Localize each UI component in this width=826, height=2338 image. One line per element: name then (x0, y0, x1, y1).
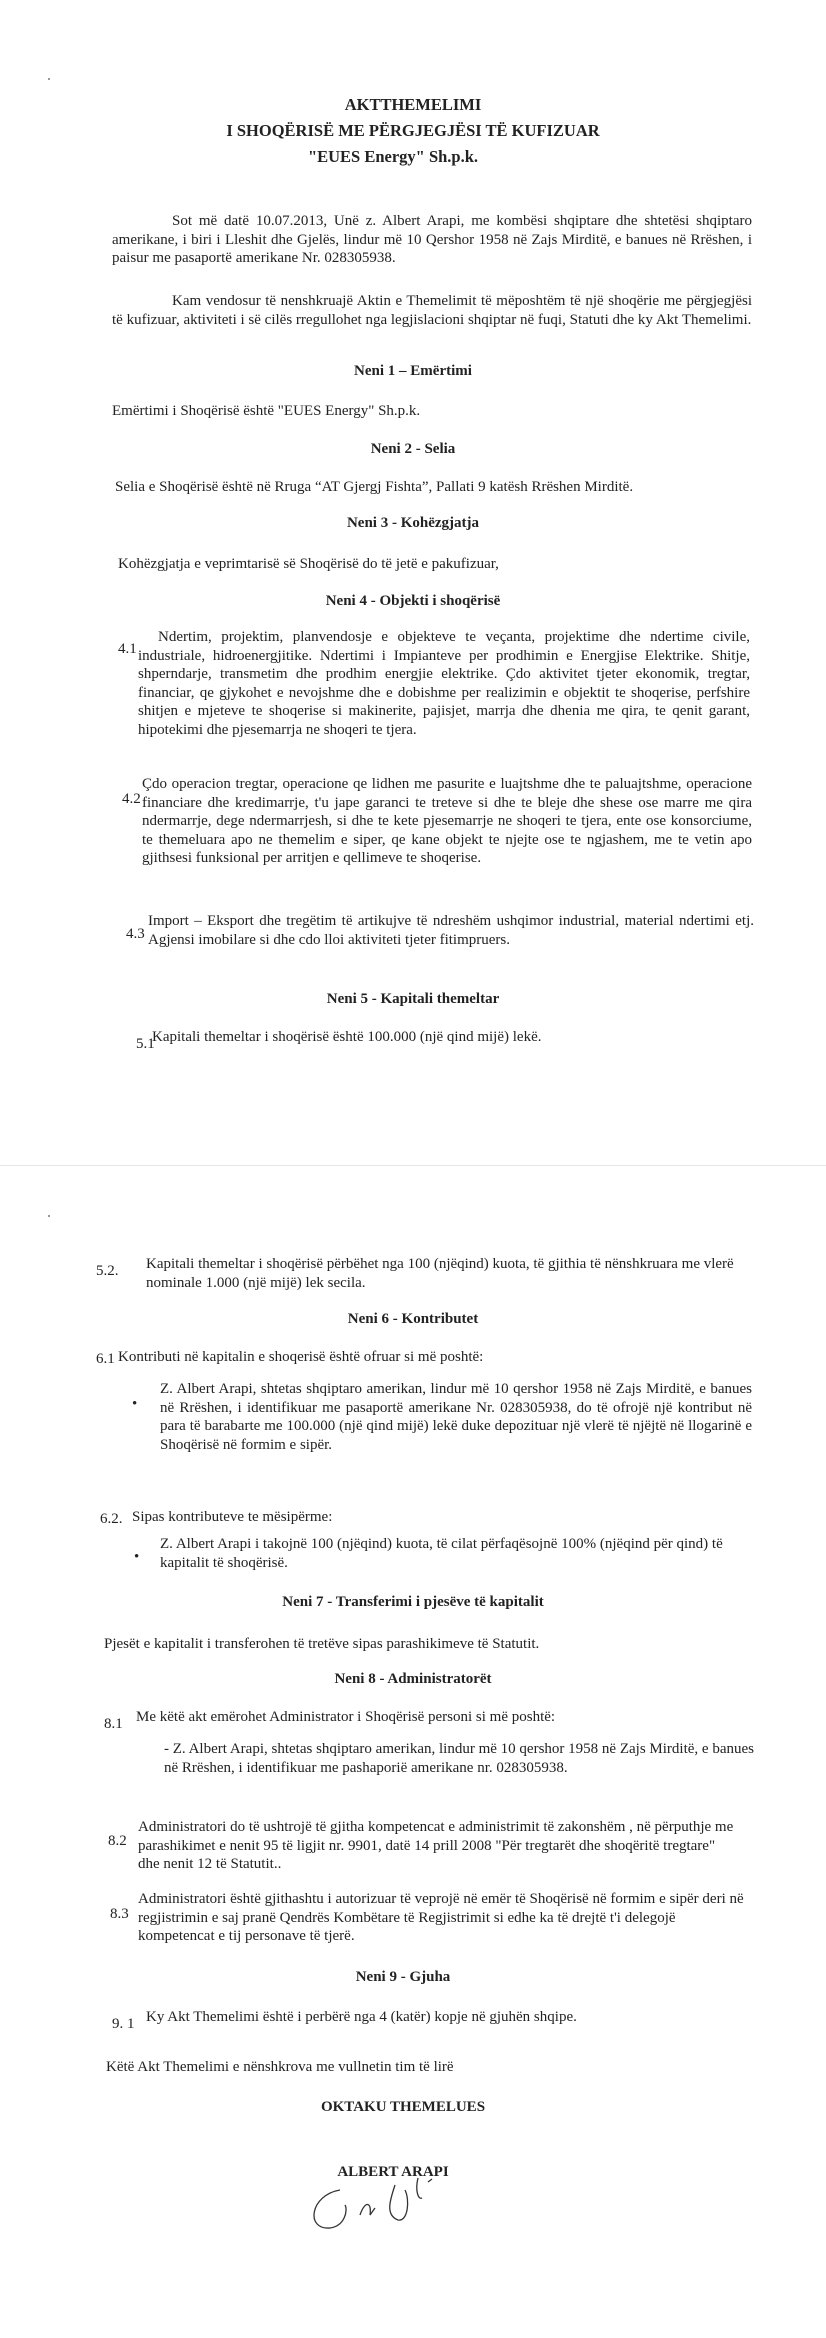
clause-8-1: Me këtë akt emërohet Administrator i Shoqërisë personi si më poshtë: (136, 1709, 556, 1725)
clause-8-1-sub: - Z. Albert Arapi, shtetas shqiptaro amerikan, lindur më 10 qershor 1958 në Zajs Mirditë, e banues në Rrëshen, i identifikuar me pashaporië amerikane nr. 028305938. (164, 1741, 754, 1776)
clause-number: 5.2. (96, 1263, 119, 1279)
clause-6-2: Sipas kontributeve te mësipërme: (132, 1509, 333, 1525)
clause-4-1 (138, 628, 750, 739)
doc-subtitle: I SHOQËRISË ME PËRGJEGJËSI TË KUFIZUAR (226, 121, 600, 140)
clause-6-1: Kontributi në kapitalin e shoqerisë është ofruar si më poshtë: (118, 1349, 484, 1365)
clause-8-3: Administratori është gjithashtu i autorizuar të veprojë në emër të Shoqërisë në formim e sipër deri në regjistrimin e saj pranë Qendrës Kombëtare të Regjistrimit si edhe ka të drejtë t'i delegojë kompetencat e tij personave të tjerë. (138, 1891, 744, 1944)
clause-number: 9. 1 (112, 2016, 135, 2032)
page-break (0, 1165, 826, 1166)
clause-number: 8.2 (108, 1833, 127, 1849)
founder-name: ALBERT ARAPI (337, 2164, 449, 2180)
article-1-heading: Neni 1 – Emërtimi (354, 363, 472, 379)
clause-number: 6.2. (100, 1511, 123, 1527)
clause-number: 8.3 (110, 1906, 129, 1922)
clause-number: 4.3 (126, 926, 145, 942)
intro-paragraph: Sot më datë 10.07.2013, Unë z. Albert Arapi, me kombësi shqiptare dhe shtetësi shqiptaro amerikane, i biri i Lleshit dhe Gjelës, lindur më 10 Qershor 1958 në Zajs Mirditë, e banues në Rrëshen, i paisur me pasaportë amerikane Nr. 028305938. (112, 213, 752, 266)
clause-number: 4.2 (122, 791, 141, 807)
clause-5-2: Kapitali themeltar i shoqërisë përbëhet nga 100 (njëqind) kuota, të gjithia të nënshkruara me vlerë nominale 1.000 (një mijë) lek secila. (146, 1256, 734, 1291)
clause-5-1: Kapitali themeltar i shoqërisë është 100.000 (një qind mijë) lekë. (152, 1029, 542, 1045)
article-8-heading: Neni 8 - Administratorët (334, 1671, 492, 1687)
clause-number: 6.1 (96, 1351, 115, 1367)
clause-6-1-bullet: Z. Albert Arapi, shtetas shqiptaro amerikan, lindur më 10 qershor 1958 në Zajs Mirditë, e banues në Rrëshen, i identifikuar me pasaportë amerikane Nr. 028305938, do të ofrojë një kontribut në para të barabarte me 100.000 (një qind mijë) lekë duke depozituar një vlerë të njëjtë në llogarinë e Shoqërisë në formim e sipër. (160, 1381, 752, 1453)
clause-number: 8.1 (104, 1716, 123, 1732)
article-7-text: Pjesët e kapitalit i transferohen të tretëve sipas parashikimeve të Statutit. (104, 1636, 540, 1652)
signature-icon (300, 2170, 500, 2240)
article-3-text: Kohëzgjatja e veprimtarisë së Shoqërisë do të jetë e pakufizuar, (118, 556, 499, 572)
company-name: "EUES Energy" Sh.p.k. (307, 147, 479, 166)
clause-4-3: Import – Eksport dhe tregëtim të artikujve të ndreshëm ushqimor industrial, material ndertimi etj. Agjensi imobilare si dhe cdo lloi aktiviteti tjeter fitimpruers. (148, 913, 754, 948)
founder-label: OKTAKU THEMELUES (320, 2099, 486, 2115)
intro-paragraph-2: Kam vendosur të nenshkruajë Aktin e Themelimit të mëposhtëm të një shoqërie me përgjegjësi të kufizuar, aktiviteti i së cilës rregullohet nga legjislacioni shqiptar në fuqi, Statuti dhe ky Akt Themelimi. (112, 293, 752, 328)
closing-statement: Këtë Akt Themelimi e nënshkrova me vullnetin tim të lirë (106, 2059, 454, 2075)
article-6-heading: Neni 6 - Kontributet (347, 1311, 479, 1327)
clause-8-2: Administratori do të ushtrojë të gjitha kompetencat e administrimit të zakonshëm , në përputhje me parashikimet e nenit 95 të ligjit nr. 9901, datë 14 prill 2008 "Për tregtarët dhe shoqëritë tregtare" dhe nenit 12 të Statutit.. (138, 1819, 734, 1872)
clause-4-2: Çdo operacion tregtar, operacione qe lidhen me pasurite e luajtshme dhe te paluajtshme, operacione financiare dhe kredimarrje, t'u jape garanci te treteve si dhe te bleje dhe shese ose marre me qira ndermarrje, dege ndermarrjesh, si dhe te kete pjesemarrje ne shoqeri te tjera, ente ose konsorciume, te themeluara apo ne themelim e siper, qe kane objekt te njejte ose te ngjashem, me te vetin apo gjithsesi funksional per arritjen e qellimeve te shoqerise. (142, 776, 752, 866)
article-1-text: Emërtimi i Shoqërisë është "EUES Energy" Sh.p.k. (112, 403, 421, 419)
clause-text: Ndertim, projektim, planvendosje e objekteve te veçanta, projektime dhe ndertime civile, industriale, hidroenergjitike. Ndertimi i Impianteve per prodhimin e Energjise Elektrike. Shitje, shperndarje, transmetim dhe prodhim energjie elektrike. Çdo aktivitet tjeter ekonomik, tregtar, financiar, qe gjykohet e nevojshme dhe e dobishme per realizimin e objektit te shoqerise, perfshire shitjen e mjeteve te shoqerise si makinerite, pajisjet, marrja dhe dhenia me qira, te qenit garant, hipotekimi dhe pjesemarrja ne shoqeri te tjera. (138, 629, 750, 738)
article-5-heading: Neni 5 - Kapitali themeltar (326, 991, 500, 1007)
clause-number: 4.1 (118, 641, 137, 657)
article-3-heading: Neni 3 - Kohëzgjatja (346, 515, 480, 531)
article-2-text: Selia e Shoqërisë është në Rruga “AT Gjergj Fishta”, Pallati 9 katësh Rrëshen Mirditë. (115, 479, 634, 495)
article-7-heading: Neni 7 - Transferimi i pjesëve të kapitalit (282, 1594, 544, 1610)
clause-9-1: Ky Akt Themelimi është i perbërë nga 4 (katër) kopje në gjuhën shqipe. (146, 2009, 577, 2025)
bullet-icon: • (132, 1396, 138, 1412)
scan-mark (48, 78, 50, 80)
article-4-heading: Neni 4 - Objekti i shoqërisë (325, 593, 501, 609)
article-9-heading: Neni 9 - Gjuha (355, 1969, 451, 1985)
article-2-heading: Neni 2 - Selia (370, 441, 456, 457)
doc-title: AKTTHEMELIMI (344, 95, 482, 114)
clause-6-2-bullet: Z. Albert Arapi i takojnë 100 (njëqind) kuota, të cilat përfaqësojnë 100% (njëqind për qind) të kapitalit të shoqërisë. (160, 1536, 723, 1571)
bullet-icon: • (134, 1549, 140, 1565)
scan-mark (48, 1215, 50, 1217)
clause-number: 5.1 (136, 1036, 155, 1052)
